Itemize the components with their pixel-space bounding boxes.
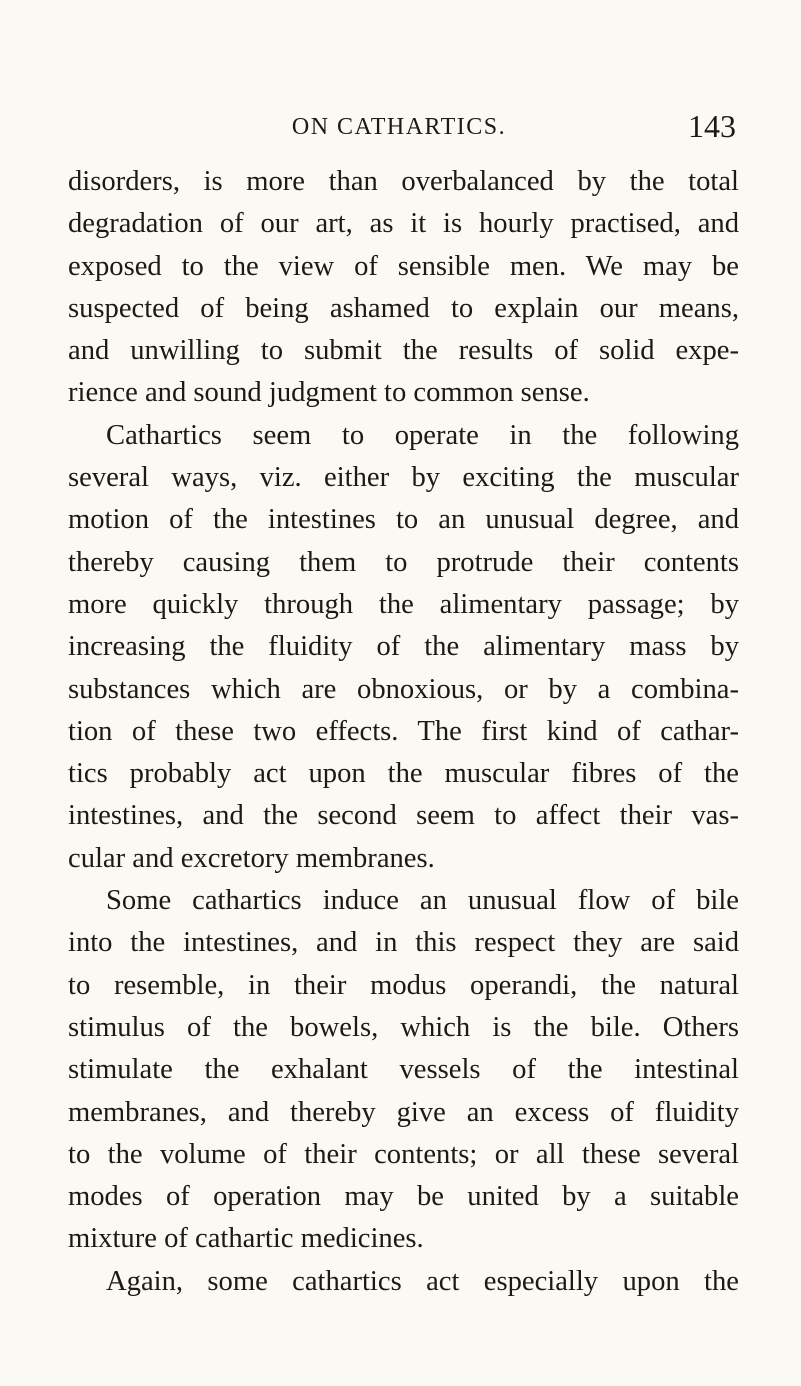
text-line: modes of operation may be united by a suitable <box>68 1181 739 1213</box>
text-line: rience and sound judgment to common sense. <box>68 377 590 409</box>
text-line: cular and excretory membranes. <box>68 842 435 874</box>
text-line: Some cathartics induce an unusual flow of bile <box>106 885 739 917</box>
text-line: mixture of cathartic medicines. <box>68 1223 424 1255</box>
text-line: several ways, viz. either by exciting the muscular <box>68 462 739 494</box>
text-line: thereby causing them to protrude their contents <box>68 546 739 578</box>
text-line: more quickly through the alimentary passage; by <box>68 588 739 620</box>
text-line: Cathartics seem to operate in the following <box>106 419 739 451</box>
running-head <box>68 108 736 148</box>
text-line: disorders, is more than overbalanced by the total <box>68 166 739 197</box>
text-line: motion of the intestines to an unusual degree, and <box>68 504 739 536</box>
text-line: stimulus of the bowels, which is the bile. Others <box>68 1011 739 1043</box>
body-text <box>68 161 739 1303</box>
text-line: suspected of being ashamed to explain our means, <box>68 292 739 324</box>
text-line: tion of these two effects. The first kind of cathar- <box>68 715 739 747</box>
running-title: ON CATHARTICS. <box>291 114 507 140</box>
text-line: stimulate the exhalant vessels of the intestinal <box>68 1054 739 1086</box>
text-line: increasing the fluidity of the alimentary mass by <box>68 631 739 663</box>
text-line: intestines, and the second seem to affect their vas- <box>68 800 739 832</box>
page-number: 143 <box>688 108 736 144</box>
text-line: and unwilling to submit the results of solid expe- <box>68 335 739 367</box>
text-line: degradation of our art, as it is hourly practised, and <box>68 208 739 240</box>
text-line: membranes, and thereby give an excess of fluidity <box>68 1096 739 1128</box>
text-line: tics probably act upon the muscular fibres of the <box>68 758 739 790</box>
text-line: substances which are obnoxious, or by a combina- <box>68 673 739 705</box>
text-line: to resemble, in their modus operandi, the natural <box>68 969 739 1001</box>
text-line: to the volume of their contents; or all these several <box>68 1138 739 1170</box>
text-line: exposed to the view of sensible men. We may be <box>68 250 739 282</box>
text-line: into the intestines, and in this respect they are said <box>68 927 739 959</box>
text-line: Again, some cathartics act especially upon the <box>106 1265 739 1297</box>
